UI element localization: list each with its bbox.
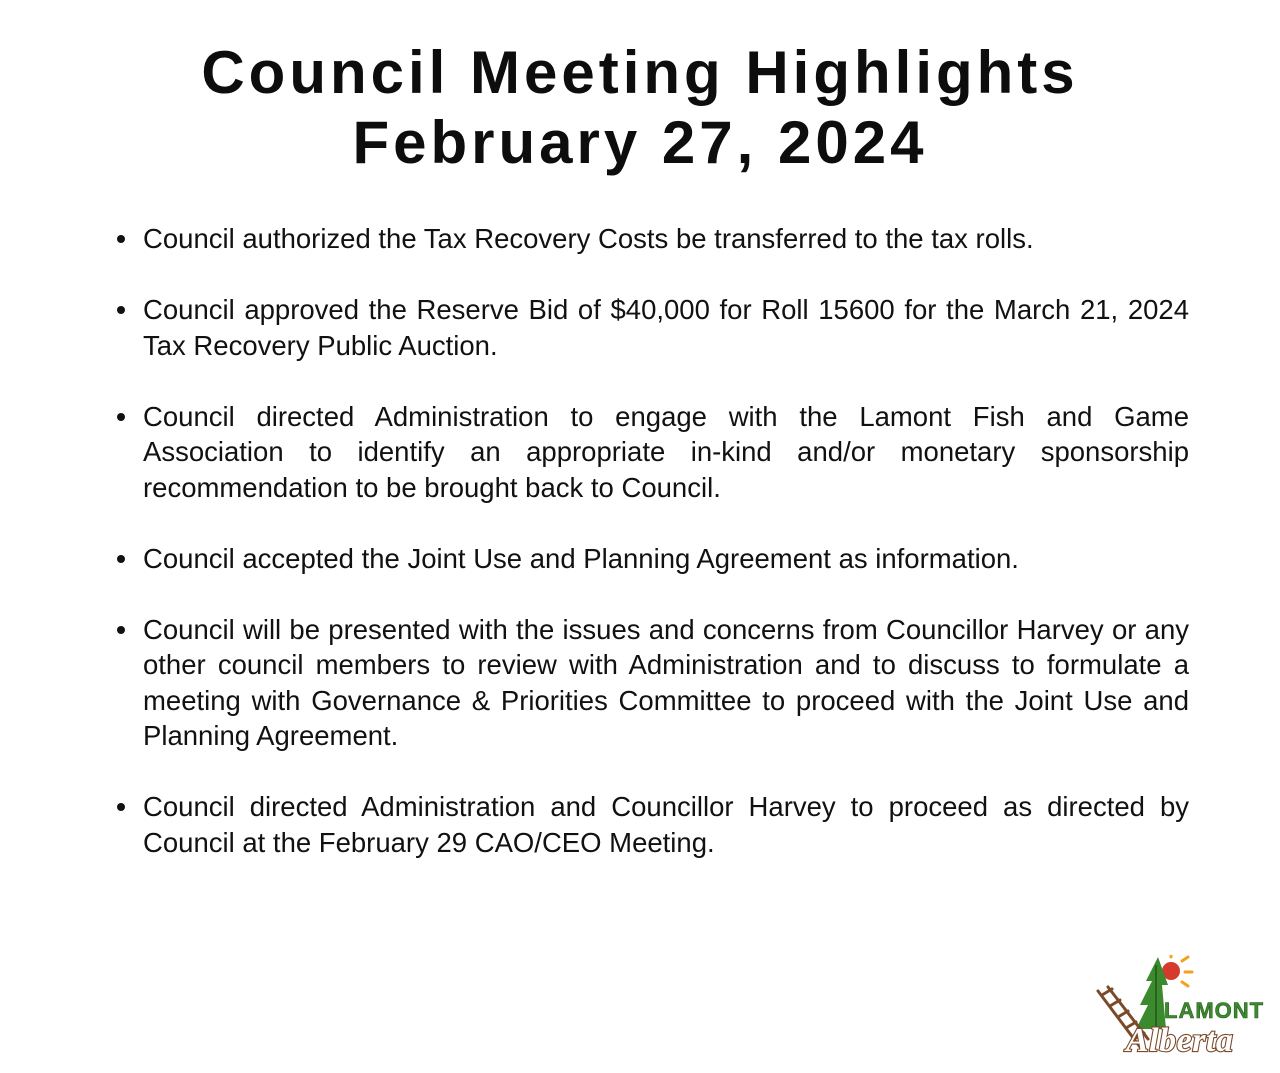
highlight-item-3: Council directed Administration to engage with the Lamont Fish and Game Association to identify an appropriate in-kind and/or monetary sponsorship recommendation to be brought back to Council.: [143, 399, 1189, 506]
page-title: [0, 38, 1280, 178]
highlight-item-6: Council directed Administration and Councillor Harvey to proceed as directed by Council at the February 29 CAO/CEO Meeting.: [143, 789, 1189, 860]
lamont-alberta-logo: [1096, 955, 1276, 1055]
svg-text:LAMONT: LAMONT: [1164, 998, 1265, 1023]
highlight-item-4: Council accepted the Joint Use and Planning Agreement as information.: [143, 541, 1189, 577]
highlight-item-1: Council authorized the Tax Recovery Costs be transferred to the tax rolls.: [143, 221, 1189, 257]
lamont-alberta-logo-graphic: [1096, 955, 1276, 1055]
alberta-wordmark: [1124, 1022, 1233, 1055]
svg-text:Alberta: Alberta: [1126, 1022, 1234, 1055]
highlight-item-2: Council approved the Reserve Bid of $40,000 for Roll 15600 for the March 21, 2024 Tax Recovery Public Auction.: [143, 292, 1189, 363]
title-line-2: February 27, 2024: [352, 109, 928, 176]
lamont-wordmark: [1164, 998, 1264, 1023]
title-line-1: Council Meeting Highlights: [201, 39, 1079, 106]
highlights-list: [143, 221, 1189, 896]
highlight-item-5: Council will be presented with the issues and concerns from Councillor Harvey or any other council members to review with Administration and to discuss to formulate a meeting with Governance & Priorities Committee to proceed with the Joint Use and Planning Agreement.: [143, 612, 1189, 754]
